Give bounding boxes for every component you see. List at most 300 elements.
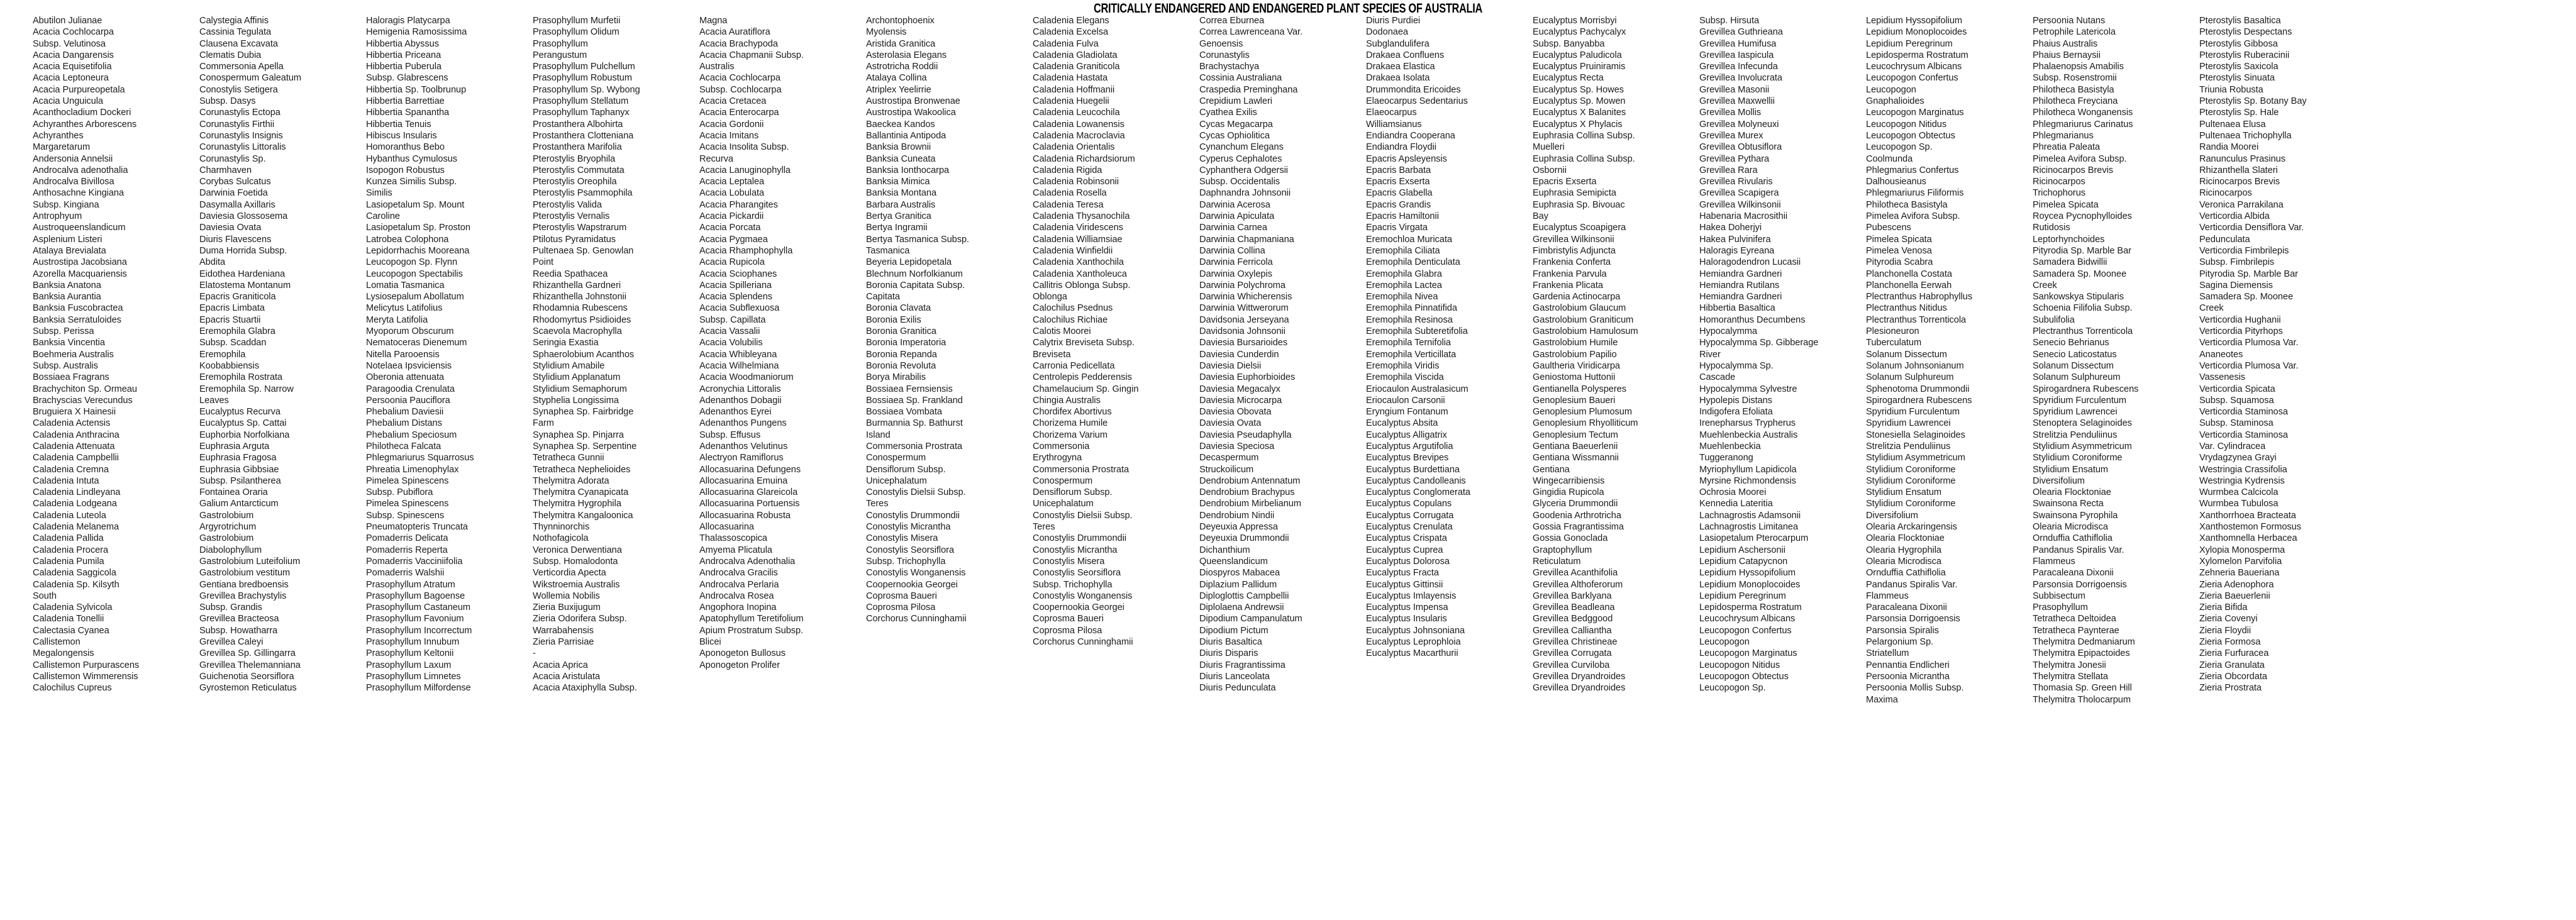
species-entry: Margaretarum [33, 142, 91, 153]
species-entry: Conostylis Drummondii [1033, 533, 1126, 544]
species-entry: Pterostylis Sinuata [2199, 73, 2275, 84]
species-entry: Archontophoenix [866, 16, 935, 26]
species-entry: Stylidium Coroniforme [2033, 453, 2123, 463]
species-entry: Zieria Bifida [2199, 602, 2248, 613]
species-entry: Daviesia Megacalyx [1199, 384, 1280, 394]
species-entry: Prasophyllum Laxum [366, 660, 452, 670]
species-entry: Nothofagicola [533, 533, 589, 544]
species-entry: Caladenia Thysanochila [1033, 211, 1130, 222]
species-entry: Lepidium Monoplocoides [1866, 27, 1967, 38]
species-entry: Acacia Auratiflora [699, 27, 770, 38]
species-entry: Hibbertia Sp. Toolbrunup [366, 84, 467, 95]
species-entry: - [533, 648, 536, 659]
species-entry: Eremophila Rostrata [199, 372, 283, 383]
species-entry: Eremophila Resinosa [1366, 314, 1453, 325]
species-entry: Banksia Brownii [866, 142, 931, 153]
species-entry: Caladenia Lodgeana [33, 499, 117, 509]
species-entry: Subsp. Velutinosa [33, 38, 106, 49]
species-entry: Acacia Porcata [699, 223, 761, 233]
species-entry: Caladenia Melanema [33, 522, 119, 533]
species-entry: Subsp. Pubiflora [366, 487, 433, 498]
species-entry: Grevillea Wilkinsonii [1533, 234, 1614, 245]
species-entry: Caladenia Leucochila [1033, 108, 1120, 118]
species-entry: Stylidium Coroniforme [1866, 464, 1956, 475]
species-entry: Androcalva Rosea [699, 590, 774, 601]
species-entry: Teres [1033, 522, 1055, 533]
species-entry: Phlegmariurus Squarrosus [366, 453, 474, 463]
species-entry: Subsp. Capillata [699, 314, 766, 325]
species-entry: Correa Lawrenceana Var. [1199, 27, 1303, 38]
species-entry: Spyridium Furculentum [1866, 407, 1960, 418]
species-entry: Muehlenbeckia Australis [1699, 430, 1798, 440]
species-entry: Boronia Exilis [866, 314, 921, 325]
species-entry: Pedunculata [2199, 234, 2250, 245]
species-entry: Phlegmarianus [2033, 130, 2094, 141]
species-entry: Caladenia Gladiolata [1033, 50, 1118, 60]
species-entry: Pityrodia Sp. Marble Bar [2033, 245, 2131, 256]
species-entry: Verticordia Apecta [533, 568, 606, 579]
species-entry: Struckoilicum [1199, 464, 1254, 475]
species-entry: Acacia Cochlocarpa [699, 73, 780, 84]
species-entry: Banksia Aurantia [33, 292, 101, 302]
species-entry: Gossia Fragrantissima [1533, 522, 1624, 533]
species-entry: Persoonia Mollis Subsp. [1866, 683, 1964, 694]
species-entry: Eremophila Pinnatifida [1366, 303, 1457, 314]
species-entry: Reticulatum [1533, 556, 1581, 567]
species-entry: Diplolaena Andrewsii [1199, 602, 1284, 613]
species-entry: Epacris Exserta [1366, 177, 1430, 187]
species-entry: Prasophyllum Stellatum [533, 96, 629, 107]
species-entry: Androcalva Gracilis [699, 568, 778, 579]
species-entry: Grevillea Molyneuxi [1699, 119, 1779, 130]
species-entry: Ornduffia Cathiflolia [2033, 533, 2112, 544]
species-entry: Epacris Stuartii [199, 314, 261, 325]
species-entry: Bruguiera X Hainesii [33, 407, 116, 418]
species-entry: Endiandra Cooperana [1366, 130, 1455, 141]
species-entry: Homoranthus Bebo [366, 142, 445, 153]
species-entry: Stylidium Semaphorum [533, 384, 627, 394]
species-entry: Sphenotoma Drummondii [1866, 384, 1970, 394]
species-column-14 [2199, 15, 2366, 694]
species-entry: Corunastylis Littoralis [199, 142, 286, 153]
species-entry: Epacris Glabella [1366, 188, 1433, 199]
species-entry: Solanum Sulphureum [2033, 372, 2121, 383]
species-entry: Pterostylis Ruberacinii [2199, 50, 2290, 60]
species-entry: Stylidium Ensatum [1866, 487, 1941, 498]
species-entry: Caladenia Sp. Kilsyth [33, 579, 119, 590]
species-entry: Drummondita Ericoides [1366, 84, 1461, 95]
species-entry: Koobabbiensis [199, 360, 260, 371]
species-entry: Barbara Australis [866, 199, 936, 210]
species-entry: Eucalyptus Dolorosa [1366, 556, 1450, 567]
species-entry: Hypocalymma Sp. Gibberage [1699, 338, 1819, 348]
species-entry: Leucopogon Sp. [1866, 142, 1933, 153]
species-entry: Acacia Cretacea [699, 96, 767, 107]
species-entry: Synaphea Sp. Serpentine [533, 441, 637, 452]
species-entry: Phebalium Speciosum [366, 430, 457, 440]
species-entry: Grevillea Calliantha [1533, 625, 1612, 636]
species-entry: Coprosma Baueri [1033, 614, 1104, 624]
species-entry: Allocasuarina Glareicola [699, 487, 798, 498]
species-entry: Magna [699, 16, 728, 26]
species-entry: Coprosma Pilosa [866, 602, 936, 613]
species-entry: Crepidium Lawleri [1199, 96, 1272, 107]
species-entry: Subsp. Trichophylla [1033, 579, 1113, 590]
species-entry: Capitata [866, 292, 900, 302]
species-entry: Pimelea Spicata [1866, 234, 1932, 245]
species-entry: Eucalyptus Conglomerata [1366, 487, 1470, 498]
species-entry: Leucochrysum Albicans [1866, 62, 1962, 72]
species-entry: Point [533, 257, 554, 268]
species-entry: Spyridium Lawrencei [1866, 418, 1951, 429]
species-column-8 [1199, 15, 1366, 694]
species-entry: Gastrolobium Graniticum [1533, 314, 1634, 325]
species-entry: Spirogardnera Rubescens [1866, 395, 1972, 406]
species-entry: Conospermum [1033, 475, 1093, 486]
species-entry: Hemigenia Ramosissima [366, 27, 467, 38]
species-entry: Lomatia Tasmanica [366, 280, 445, 291]
species-entry: Thelymitra Jonesii [2033, 660, 2106, 670]
species-entry: Planchonella Costata [1866, 269, 1952, 279]
species-entry: Caladenia Pallida [33, 533, 104, 544]
species-entry: Olearia Arckaringensis [1866, 522, 1957, 533]
species-entry: Eucalyptus Impensa [1366, 602, 1448, 613]
species-entry: Caroline [366, 211, 400, 222]
species-entry: Duma Horrida Subsp. [199, 245, 287, 256]
species-entry: Cycas Ophiolitica [1199, 130, 1270, 141]
species-entry: Veronica Derwentiana [533, 545, 622, 555]
species-entry: Lepidorrhachis Mooreana [366, 245, 470, 256]
species-entry: Perangustum [533, 50, 587, 60]
species-entry: Spyridium Furculentum [2033, 395, 2126, 406]
species-entry: Solanum Johnsonianum [1866, 360, 1964, 371]
species-entry: Zieria Baeuerlenii [2199, 590, 2270, 601]
species-entry: Genoplesium Tectum [1533, 430, 1618, 440]
species-entry: Tetratheca Paynterae [2033, 625, 2119, 636]
species-entry: Subsp. Squamosa [2199, 395, 2274, 406]
species-entry: Deyeuxia Drummondii [1199, 533, 1289, 544]
species-entry: Gastrolobium Luteifolium [199, 556, 301, 567]
species-entry: Eryngium Fontanum [1366, 407, 1448, 418]
species-entry: Frankenia Plicata [1533, 280, 1603, 291]
species-entry: Westringia Kydrensis [2199, 475, 2285, 486]
species-entry: Drakaea Isolata [1366, 73, 1430, 84]
species-entry: Azorella Macquariensis [33, 269, 127, 279]
species-entry: Euphrasia Collina Subsp. [1533, 153, 1635, 164]
species-entry: Calochilus Cupreus [33, 683, 112, 694]
species-entry: Caladenia Attenuata [33, 441, 115, 452]
species-entry: Creek [2199, 303, 2224, 314]
species-entry: Bossiaea Fragrans [33, 372, 109, 383]
species-entry: Gentiana Baeuerlenii [1533, 441, 1618, 452]
species-entry: Grevillea Pythara [1699, 153, 1770, 164]
species-entry: Prasophyllum Atratum [366, 579, 455, 590]
species-entry: Abutilon Julianae [33, 16, 103, 26]
species-entry: Myrsine Richmondensis [1699, 475, 1796, 486]
species-entry: Brachyscias Verecundus [33, 395, 133, 406]
species-entry: Acacia Unguicula [33, 96, 103, 107]
species-entry: Grevillea Rara [1699, 165, 1758, 175]
species-entry: Lepidium Catapycnon [1699, 556, 1788, 567]
species-entry: Bertya Ingramii [866, 223, 928, 233]
species-entry: Pterostylis Gibbosa [2199, 38, 2278, 49]
species-entry: Daviesia Obovata [1199, 407, 1272, 418]
species-entry: Persoonia Micrantha [1866, 671, 1950, 682]
species-entry: Acacia Leptoneura [33, 73, 109, 84]
species-entry: Acacia Lanuginophylla [699, 165, 791, 175]
species-entry: Austrostipa Wakoolica [866, 108, 956, 118]
species-entry: Cyphanthera Odgersii [1199, 165, 1288, 175]
species-entry: Indigofera Efoliata [1699, 407, 1773, 418]
species-entry: Gastrolobium Glaucum [1533, 303, 1626, 314]
species-entry: Zieria Odorifera Subsp. [533, 614, 627, 624]
species-entry: Asplenium Listeri [33, 234, 103, 245]
species-entry: Spyridium Lawrencei [2033, 407, 2118, 418]
species-entry: Decaspermum [1199, 453, 1259, 463]
species-entry: Rhodamnia Rubescens [533, 303, 628, 314]
species-entry: Densiflorum Subsp. [866, 464, 946, 475]
species-entry: Eremophila Glabra [1366, 269, 1442, 279]
species-entry: Eremophila Lactea [1366, 280, 1442, 291]
species-entry: Leucopogon Marginatus [1699, 648, 1797, 659]
species-entry: Caladenia Saggicola [33, 568, 116, 579]
species-entry: Pomaderris Delicata [366, 533, 448, 544]
species-entry: Acacia Whibleyana [699, 349, 777, 360]
species-entry: Hibbertia Abyssus [366, 38, 439, 49]
species-entry: Austrostipa Jacobsiana [33, 257, 127, 268]
species-entry: Chorizema Varium [1033, 430, 1108, 440]
species-entry: Chordifex Abortivus [1033, 407, 1112, 418]
species-entry: Calochilus Richiae [1033, 314, 1108, 325]
species-entry: Astrotricha Roddii [866, 62, 938, 72]
species-entry: Caladenia Rosella [1033, 188, 1107, 199]
species-entry: Acacia Rupicola [699, 257, 765, 268]
species-entry: Dendrobium Nindii [1199, 510, 1275, 521]
species-entry: Hemiandra Gardneri [1699, 269, 1782, 279]
species-entry: Plesioneuron [1866, 326, 1919, 337]
species-entry: Grevillea Involucrata [1699, 73, 1782, 84]
species-entry: Apium Prostratum Subsp. [699, 625, 804, 636]
species-entry: Solanum Dissectum [2033, 360, 2114, 371]
species-entry: Phebalium Daviesii [366, 407, 444, 418]
species-entry: Daviesia Glossosema [199, 211, 288, 222]
species-entry: Pityrodia Sp. Marble Bar [2199, 269, 2298, 279]
species-entry: Olearia Flocktoniae [1866, 533, 1945, 544]
species-entry: Grevillea Scapigera [1699, 188, 1779, 199]
species-entry: Glyceria Drummondii [1533, 499, 1618, 509]
species-entry: Diospyros Mabacea [1199, 568, 1280, 579]
species-entry: Corunastylis [1199, 50, 1250, 60]
species-entry: Goodenia Arthrotricha [1533, 510, 1621, 521]
species-column-13 [2033, 15, 2199, 706]
species-entry: Achyranthes Arborescens [33, 119, 137, 130]
species-entry: Caladenia Cremna [33, 464, 109, 475]
species-entry: Daviesia Euphorbioides [1199, 372, 1296, 383]
species-entry: Fontainea Oraria [199, 487, 268, 498]
species-entry: Caladenia Rigida [1033, 165, 1102, 175]
species-entry: Acacia Splendens [699, 292, 773, 302]
species-entry: Diuris Purdiei [1366, 16, 1421, 26]
species-entry: Conostylis Dielsii Subsp. [1033, 510, 1133, 521]
species-entry: Epacris Virgata [1366, 223, 1428, 233]
species-entry: Strelitzia Penduliinus [2033, 430, 2118, 440]
species-entry: Caladenia Huegelii [1033, 96, 1109, 107]
species-column-6 [866, 15, 1033, 625]
species-entry: Acacia Dangarensis [33, 50, 114, 60]
species-entry: Boronia Clavata [866, 303, 931, 314]
species-entry: Commersonia [1033, 441, 1090, 452]
species-entry: Andersonia Annelsii [33, 153, 113, 164]
species-entry: Darwinia Oxylepis [1199, 269, 1272, 279]
species-entry: Acacia Ataxiphylla Subsp. [533, 683, 637, 694]
species-entry: Ricinocarpos [2199, 188, 2252, 199]
species-entry: Banksia Anatona [33, 280, 101, 291]
species-entry: Androcalva adenothalia [33, 165, 128, 175]
species-entry: Hibbertia Priceana [366, 50, 441, 60]
species-entry: Prasophyllum Keltonii [366, 648, 454, 659]
species-entry: Dipodium Campanulatum [1199, 614, 1302, 624]
species-entry: Epacris Exserta [1533, 177, 1597, 187]
species-entry: Leptorhynchoides [2033, 234, 2105, 245]
species-entry: Boronia Revoluta [866, 360, 936, 371]
species-entry: Persoonia Pauciflora [366, 395, 450, 406]
species-entry: Genoplesium Rhyolliticum [1533, 418, 1638, 429]
species-entry: Conospermum [866, 453, 926, 463]
species-entry: Verticordia Densiflora Var. [2199, 223, 2304, 233]
species-entry: Grevillea Acanthifolia [1533, 568, 1618, 579]
species-entry: Chingia Australis [1033, 395, 1101, 406]
species-entry: Ricinocarpos Brevis [2199, 177, 2280, 187]
species-entry: Daviesia Dielsii [1199, 360, 1262, 371]
species-entry: Eucalyptus Sp. Howes [1533, 84, 1624, 95]
species-entry: Thelymitra Kangaloonica [533, 510, 633, 521]
species-entry: Olearia Microdisca [1866, 556, 1941, 567]
species-entry: Grevillea Bedggood [1533, 614, 1613, 624]
species-entry: Allocasuarina Robusta [699, 510, 791, 521]
species-entry: Hibbertia Spanantha [366, 108, 450, 118]
species-entry: Wollemia Nobilis [533, 590, 600, 601]
species-entry: Acanthocladium Dockeri [33, 108, 131, 118]
species-entry: Verticordia Albida [2199, 211, 2270, 222]
species-entry: Acacia Wilhelmiana [699, 360, 779, 371]
species-entry: Bay [1533, 211, 1548, 222]
species-entry: Blicei [699, 637, 721, 648]
species-entry: Lasiopetalum Sp. Mount [366, 199, 465, 210]
species-entry: Caladenia Orientalis [1033, 142, 1115, 153]
species-entry: Prasophyllum Incorrectum [366, 625, 472, 636]
species-entry: Genoplesium Plumosum [1533, 407, 1632, 418]
species-entry: Acacia Vassalii [699, 326, 760, 337]
species-entry: Grevillea Rivularis [1699, 177, 1773, 187]
species-entry: Strelitzia Penduliinus [1866, 441, 1951, 452]
species-entry: Kunzea Similis Subsp. [366, 177, 457, 187]
species-entry: Rhodomyrtus Psidioides [533, 314, 631, 325]
species-entry: Diversifolium [2033, 475, 2085, 486]
species-entry: Australis [699, 62, 735, 72]
species-entry: Corchorus Cunninghamii [1033, 637, 1133, 648]
species-entry: Tetratheca Nephelioides [533, 464, 631, 475]
species-entry: Anthosachne Kingiana [33, 188, 125, 199]
species-entry: Eucalyptus Recta [1533, 73, 1604, 84]
species-entry: Grevillea Caleyi [199, 637, 264, 648]
species-entry: Hybanthus Cymulosus [366, 153, 458, 164]
species-entry: Senecio Behrianus [2033, 338, 2109, 348]
species-entry: Corunastylis Ectopa [199, 108, 280, 118]
species-entry: Caladenia Excelsa [1033, 27, 1109, 38]
species-entry: Olearia Hygrophila [1866, 545, 1941, 555]
species-entry: Beyeria Lepidopetala [866, 257, 952, 268]
species-entry: Pterostylis Commutata [533, 165, 625, 175]
species-entry: Hibbertia Puberula [366, 62, 441, 72]
species-entry: Leucopogon Confertus [1699, 625, 1792, 636]
species-entry: Adenanthos Pungens [699, 418, 787, 429]
species-entry: Caladenia Lindleyana [33, 487, 121, 498]
species-entry: Petrophile Latericola [2033, 27, 2116, 38]
species-entry: Tetratheca Gunnii [533, 453, 604, 463]
species-entry: Lepidium Peregrinum [1866, 38, 1953, 49]
species-entry: Diabolophyllum [199, 545, 262, 555]
species-entry: Prasophyllum Taphanyx [533, 108, 630, 118]
species-entry: Conostylis Wonganensis [866, 568, 966, 579]
species-entry: Pimelea Spicata [2033, 199, 2099, 210]
species-entry: Aponogeton Bullosus [699, 648, 786, 659]
species-entry: Stylidium Applanatum [533, 372, 621, 383]
species-entry: Acacia Lobulata [699, 188, 765, 199]
species-entry: Caladenia Actensis [33, 418, 111, 429]
species-entry: Subsp. Australis [33, 360, 98, 371]
species-entry: Clausena Excavata [199, 38, 278, 49]
species-entry: Diuris Disparis [1199, 648, 1258, 659]
species-entry: Subsp. Scaddan [199, 338, 267, 348]
species-entry: Eucalyptus Imlayensis [1366, 590, 1457, 601]
species-entry: Caladenia Graniticola [1033, 62, 1120, 72]
species-entry: Lysiosepalum Abollatum [366, 292, 464, 302]
species-entry: Burmannia Sp. Bathurst [866, 418, 963, 429]
species-entry: Zieria Granulata [2199, 660, 2265, 670]
species-entry: Aristida Granitica [866, 38, 936, 49]
species-entry: Subsp. Glabrescens [366, 73, 448, 84]
species-entry: Subsp. Occidentalis [1199, 177, 1280, 187]
species-entry: Grevillea Humifusa [1699, 38, 1777, 49]
species-entry: Philotheca Basistyla [1866, 199, 1948, 210]
species-entry: Banksia Vincentia [33, 338, 105, 348]
species-entry: Prostanthera Clotteniana [533, 130, 634, 141]
species-entry: Diuris Lanceolata [1199, 671, 1270, 682]
species-entry: Gentiana [1533, 464, 1570, 475]
species-entry: Boronia Repanda [866, 349, 937, 360]
species-entry: Hemiandra Gardneri [1699, 292, 1782, 302]
species-entry: Asterolasia Elegans [866, 50, 947, 60]
species-entry: Zehneria Baueriana [2199, 568, 2280, 579]
species-entry: Queenslandicum [1199, 556, 1268, 567]
species-entry: Conostylis Seorsiflora [1033, 568, 1121, 579]
species-entry: Acacia Imitans [699, 130, 759, 141]
species-entry: Eremophila Viridis [1366, 360, 1440, 371]
species-entry: Pterostylis Vernalis [533, 211, 610, 222]
species-entry: Parsonsia Dorrigoensis [2033, 579, 2127, 590]
species-entry: Creek [2033, 280, 2057, 291]
species-entry: Sagina Diemensis [2199, 280, 2273, 291]
species-entry: Subulifolia [2033, 314, 2075, 325]
species-entry: Darwinia Collina [1199, 245, 1265, 256]
species-entry: Erythrogyna [1033, 453, 1082, 463]
species-entry: Hibiscus Insularis [366, 130, 437, 141]
species-entry: Prasophyllum Sp. Wybong [533, 84, 640, 95]
species-entry: Reedia Spathacea [533, 269, 608, 279]
page-title: CRITICALLY ENDANGERED AND ENDANGERED PLANT SPECIES OF AUSTRALIA [1093, 1, 1483, 16]
species-entry: Cyperus Cephalotes [1199, 153, 1282, 164]
species-entry: Eucalyptus Crispata [1366, 533, 1447, 544]
